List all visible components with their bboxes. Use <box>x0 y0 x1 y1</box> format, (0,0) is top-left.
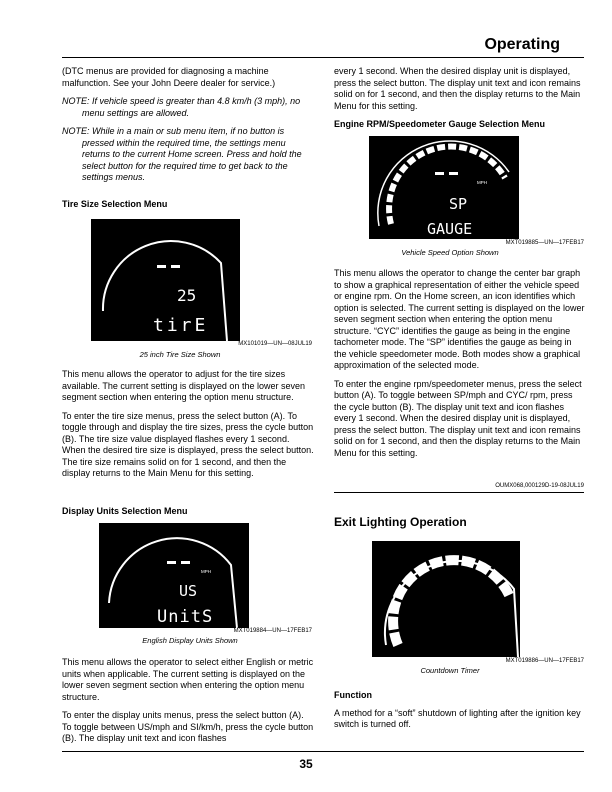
function-text: A method for a “soft” shutdown of lighting after the ignition key switch is turned off. <box>334 707 581 729</box>
gauge-reference-code: OUMX068,000129D-19-08JUL19 <box>495 483 584 489</box>
display-units-heading: Display Units Selection Menu <box>62 506 188 516</box>
header-rule <box>62 57 584 58</box>
gauge-image-code: MXT019885—UN—17FEB17 <box>505 240 584 246</box>
gauge-mph-icon: MPH <box>477 180 487 185</box>
gauge-text-block <box>334 268 586 466</box>
units-paragraph-2: To enter the display units menus, press the select button (A). To toggle between US/mph and SI/km/h, press the cycle button (B). The display unit text and icon flashes <box>62 710 314 743</box>
right-column <box>334 66 586 138</box>
units-heading-block <box>62 506 314 525</box>
page-title: Operating <box>484 36 560 53</box>
units-image-caption: English Display Units Shown <box>142 636 238 645</box>
tire-display-value: 25 <box>177 286 197 305</box>
exit-lighting-heading: Exit Lighting Operation <box>334 515 467 529</box>
exit-image-code: MXT019886—UN—17FEB17 <box>505 658 584 664</box>
gauge-paragraph-2: To enter the engine rpm/speedometer menus, press the select button (A). To toggle between SP/mph and CYC/ rpm, press the cycle button (B). The display unit text and icon flashes every 1 second. When the desired display unit is displayed, press the select button. The display unit text and icon remains solid on for 1 second, and then the display returns to the Main Menu for this setting. <box>334 378 582 458</box>
exit-image-caption: Countdown Timer <box>420 666 480 675</box>
section-separator <box>334 492 584 493</box>
tire-display-word: tirE <box>153 315 209 336</box>
units-display-value: US <box>179 582 198 600</box>
tire-image-code: MX101019—UN—08JUL19 <box>238 341 312 347</box>
units-display-word: UnitS <box>157 607 214 627</box>
countdown-timer-image <box>372 541 520 657</box>
tire-image-caption: 25 inch Tire Size Shown <box>139 350 221 359</box>
note-timeout: NOTE: While in a main or sub menu item, if no button is pressed within the required time, the settings menu returns to the current Home screen. Press and hold the select button for the required time to get back to the settings menus. <box>62 126 302 182</box>
units-text-block <box>62 657 314 752</box>
page-number: 35 <box>299 757 313 771</box>
units-mph-icon: MPH <box>201 569 211 574</box>
units-continued-paragraph: every 1 second. When the desired display unit is displayed, press the select button. The display unit text and icon remains solid on for 1 second, and then the display returns to the Main Menu for this setting. <box>334 66 581 111</box>
gauge-display-value: SP <box>449 195 468 213</box>
footer-rule <box>62 751 584 752</box>
gauge-display-image <box>369 136 519 239</box>
function-heading: Function <box>334 690 372 700</box>
gauge-paragraph-1: This menu allows the operator to change the center bar graph to show a graphical representation of either the vehicle speed or engine rpm. On the Home screen, an icon identifies which option is selected. The current setting is displayed on the lower seven segment section when entering the option menu structure. “CYC” identifies the gauge as being in the engine tachometer mode. The “SP” identifies the gauge as being in the vehicle speedometer mode. Both modes show a graphical approximation of the selected mode. <box>334 268 585 370</box>
tire-size-heading: Tire Size Selection Menu <box>62 199 168 209</box>
gauge-heading: Engine RPM/Speedometer Gauge Selection Menu <box>334 119 546 129</box>
dtc-paragraph: (DTC menus are provided for diagnosing a machine malfunction. See your John Deere dealer for service.) <box>62 66 276 88</box>
tire-paragraph-1: This menu allows the operator to adjust for the tire sizes available. The current setting is displayed on the lower seven segment section when entering the option menu structure. <box>62 369 305 402</box>
tire-paragraph-2: To enter the tire size menus, press the select button (A). To toggle through and display the tire sizes, press the cycle button (B). The tire size value displayed flashes every 1 second. When the desired tire size is displayed, press the select button. The tire size remains solid on for 1 second, and then the display returns to the Main Menu for this setting. <box>62 410 314 478</box>
tire-size-display-image <box>91 219 240 341</box>
gauge-image-caption: Vehicle Speed Option Shown <box>401 248 499 257</box>
tire-text-block <box>62 369 314 487</box>
units-paragraph-1: This menu allows the operator to select either English or metric units when applicable. The current setting is displayed on the lower seven segment section when entering the option menu structure. <box>62 657 314 702</box>
tire-heading-block <box>62 199 314 218</box>
note-speed: NOTE: If vehicle speed is greater than 4.8 km/h (3 mph), no menu settings are allowed. <box>62 96 301 118</box>
function-block <box>334 690 586 738</box>
display-units-image <box>99 523 249 628</box>
gauge-display-word: GAUGE <box>427 220 473 238</box>
left-column <box>62 66 314 191</box>
units-image-code: MXT019884—UN—17FEB17 <box>233 628 312 634</box>
